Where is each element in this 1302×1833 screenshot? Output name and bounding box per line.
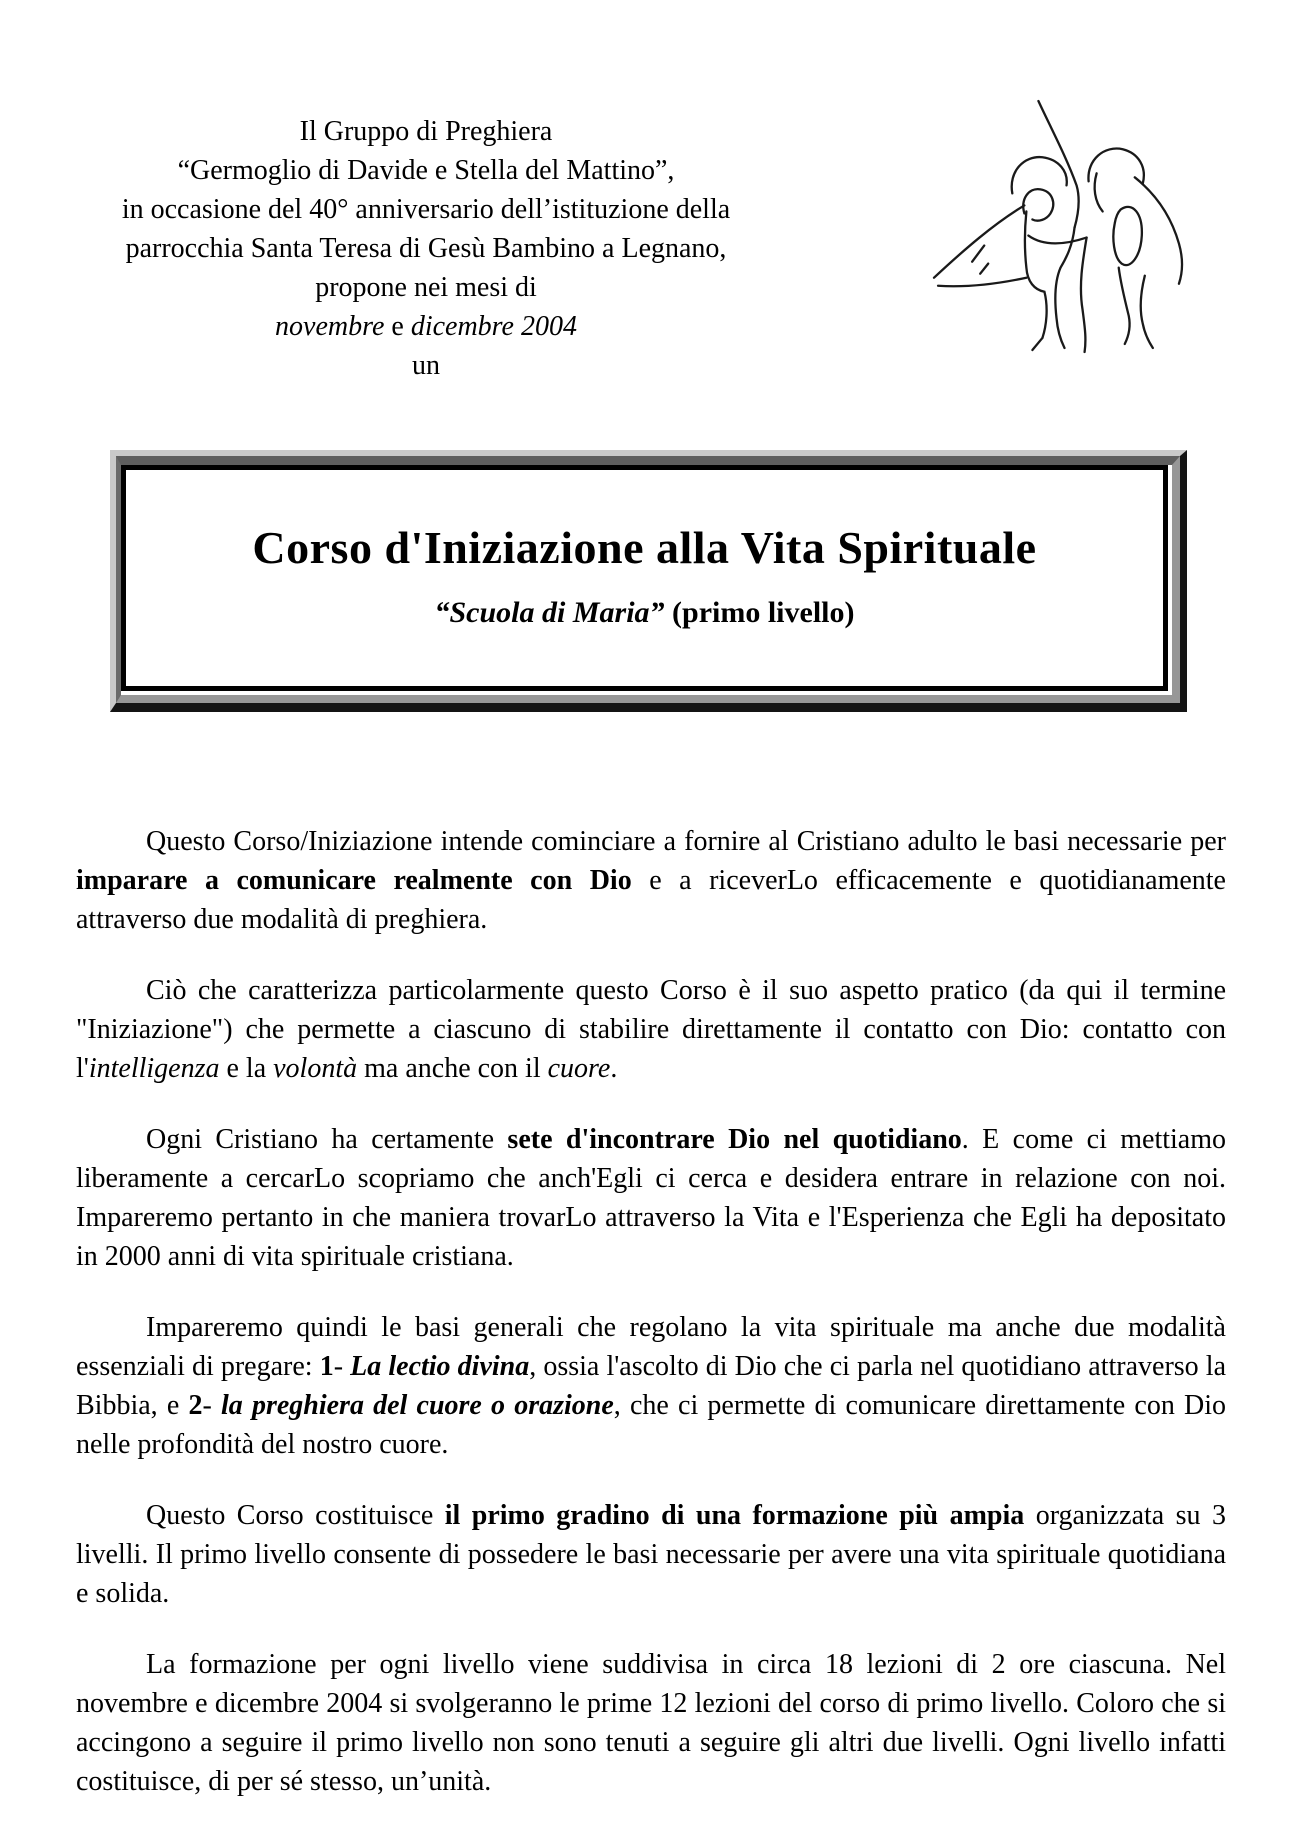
text-run: , ossia l'ascolto di Dio che ci parla nel quotidiano attraverso la Bibbia, e	[76, 1351, 1227, 1421]
text-run: novembre	[275, 311, 385, 342]
text-run: Impareremo quindi le basi generali che regolano la vita spirituale ma anche due modalità essenziali di pregare:	[76, 1312, 1226, 1382]
angel-and-mary-illustration	[928, 84, 1194, 362]
text-run: la preghiera del cuore o orazione	[220, 1390, 614, 1421]
text-run: e la	[219, 1053, 274, 1084]
text-run: in occasione del 40° anniversario dell’istituzione della	[121, 194, 731, 225]
text-run: sete d'incontrare Dio nel quotidiano	[507, 1124, 962, 1155]
annunciation-line-art-svg	[928, 84, 1194, 362]
text-run: intelligenza	[88, 1053, 220, 1084]
paragraph	[76, 1496, 1226, 1613]
text-run: cuore	[547, 1053, 611, 1084]
text-run: . E come ci mettiamo liberamente a cercarLo scopriamo che anch'Egli ci cerca e desidera entrare in relazione con noi. Impareremo pertanto in che maniera trovarLo attraverso la Vita e l'Esperienza che Egli ha depositato in 2000 anni di vita spirituale cristiana.	[76, 1124, 1226, 1272]
paragraph	[76, 822, 1226, 939]
course-subtitle	[146, 596, 1143, 630]
text-run: .	[610, 1053, 618, 1084]
title-box	[110, 450, 1187, 712]
text-run: e	[384, 311, 411, 342]
text-run: 2	[188, 1390, 203, 1421]
text-run: propone nei mesi di	[315, 272, 537, 303]
text-run: 1	[319, 1351, 334, 1382]
text-run: -	[333, 1351, 351, 1382]
text-run: -	[202, 1390, 221, 1421]
header-line	[0, 151, 852, 190]
header-line	[0, 268, 852, 307]
text-run: organizzata su 3 livelli. Il primo livello consente di possedere le basi necessarie per avere una vita spirituale quotidiana e solida.	[76, 1500, 1226, 1609]
text-run: La lectio divina	[350, 1351, 530, 1382]
paragraph	[76, 1120, 1226, 1276]
text-run: imparare a comunicare realmente con Dio	[76, 865, 632, 896]
header-block	[0, 112, 852, 385]
text-run: , che ci permette di comunicare direttamente con Dio nelle profondità del nostro cuore.	[76, 1390, 1227, 1460]
text-run: un	[412, 350, 440, 381]
header-line	[0, 190, 852, 229]
text-run: Ogni Cristiano ha certamente	[146, 1124, 508, 1155]
header-line	[0, 229, 852, 268]
title-box-bevel	[116, 456, 1180, 703]
text-run: dicembre 2004	[410, 311, 577, 342]
text-run: Questo Corso costituisce	[146, 1500, 445, 1531]
text-run: volontà	[273, 1053, 358, 1084]
header-line	[0, 346, 852, 385]
paragraph	[76, 1308, 1226, 1464]
text-run: ma anche con il	[357, 1053, 548, 1084]
text-run: parrocchia Santa Teresa di Gesù Bambino a Legnano,	[125, 233, 727, 264]
text-run: “Scuola di Maria”	[434, 596, 665, 629]
text-run: “Germoglio di Davide e Stella del Mattino”,	[177, 155, 675, 186]
text-run: Questo Corso/Iniziazione intende cominciare a fornire al Cristiano adulto le basi necessarie per	[146, 826, 1226, 857]
text-run: (primo livello)	[664, 596, 855, 629]
header-line	[0, 307, 852, 346]
text-run: La formazione per ogni livello viene suddivisa in circa 18 lezioni di 2 ore ciascuna. Nel novembre e dicembre 2004 si svolgeranno le prime 12 lezioni del corso di primo livello. Coloro che si accingono a seguire il primo livello non sono tenuti a seguire gli altri due livelli. Ogni livello infatti costituisce, di per sé stesso, un’unità.	[76, 1649, 1226, 1797]
text-run: Ciò che caratterizza particolarmente questo Corso è il suo aspetto pratico (da qui il termine "Iniziazione") che permette a ciascuno di stabilire direttamente il contatto con Dio: contatto con l'	[76, 975, 1226, 1084]
body-content	[76, 822, 1226, 1833]
paragraph	[76, 1645, 1226, 1801]
title-box-inner	[121, 465, 1168, 691]
course-title: Corso d'Iniziazione alla Vita Spirituale	[252, 522, 1037, 573]
header-line	[0, 112, 852, 151]
paragraph	[76, 971, 1226, 1088]
text-run: Il Gruppo di Preghiera	[299, 116, 553, 147]
text-run: e a riceverLo efficacemente e quotidianamente attraverso due modalità di preghiera.	[76, 865, 1226, 935]
text-run: il primo gradino di una formazione più ampia	[444, 1500, 1025, 1531]
